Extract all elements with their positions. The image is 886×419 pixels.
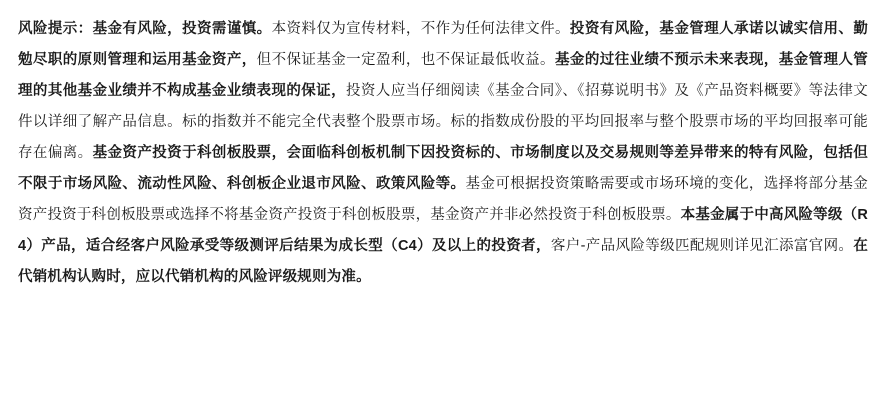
disclaimer-segment: 基金资产投资于科创板股票，会面临科创板机制下因投资标的、市场制度以及交易规则等差异带来的特有风险，包括但不限于市场风险、流动性风险、科创板企业退市风险、政策风险等。 [18, 145, 869, 192]
risk-disclaimer-paragraph [18, 14, 868, 293]
disclaimer-segment: 在代销机构认购时，应以代销机构的风险评级规则为准。 [18, 238, 869, 285]
risk-disclaimer-lead-label: 风险提示： [18, 21, 93, 37]
disclaimer-segment: 投资人应当仔细阅读《基金合同》、《招募说明书》及《产品资料概要》等法律文件以详细了解产品信息。标的指数并不能完全代表整个股票市场。标的指数成份股的平均回报率与整个股票市场的平均回报率可能存在偏离。 [18, 83, 868, 161]
disclaimer-segment: 基金可根据投资策略需要或市场环境的变化，选择将部分基金资产投资于科创板股票或选择不将基金资产投资于科创板股票，基金资产并非必然投资于科创板股票。 [18, 176, 868, 223]
disclaimer-segment: 客户-产品风险等级匹配规则详见汇添富官网。 [550, 238, 854, 254]
disclaimer-segment: 基金的过往业绩不预示未来表现，基金管理人管理的其他基金业绩并不构成基金业绩表现的保证， [18, 52, 869, 99]
risk-disclaimer-body [18, 21, 868, 285]
disclaimer-segment: 基金有风险，投资需谨慎。 [92, 21, 272, 37]
disclaimer-segment: 但不保证基金一定盈利，也不保证最低收益。 [256, 52, 555, 68]
disclaimer-segment: 本基金属于中高风险等级（R4）产品，适合经客户风险承受等级测评后结果为成长型（C4）及以上的投资者， [18, 207, 868, 254]
disclaimer-segment: 本资料仅为宣传材料，不作为任何法律文件。 [271, 21, 570, 37]
disclaimer-segment: 投资有风险，基金管理人承诺以诚实信用、勤勉尽职的原则管理和运用基金资产， [18, 21, 869, 68]
